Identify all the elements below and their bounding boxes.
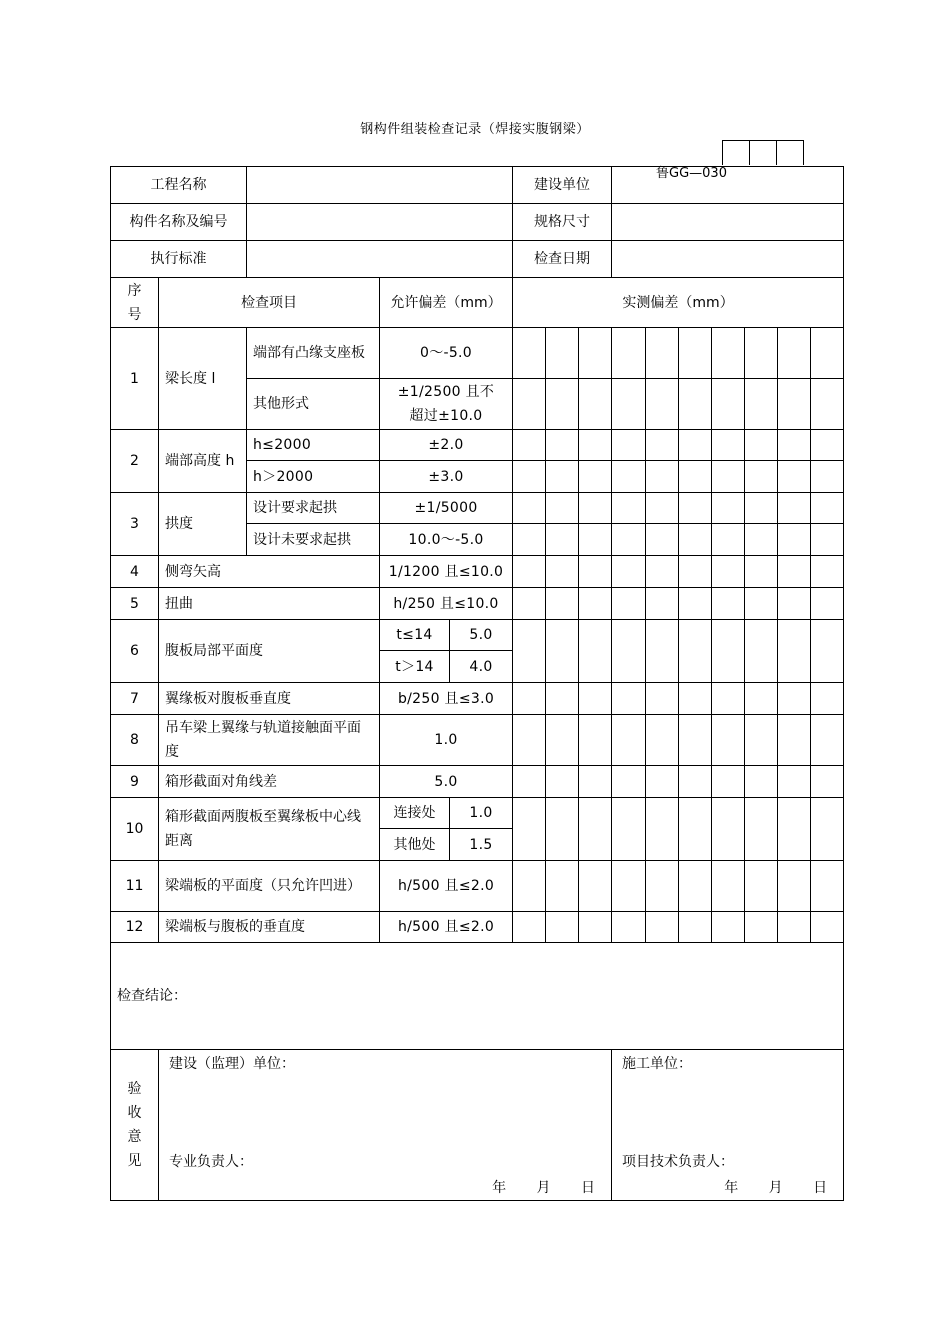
sub-item: 设计未要求起拱 [247,524,380,556]
measure-cell[interactable] [811,430,844,461]
row-number: 1 [111,328,159,430]
measure-cell[interactable] [745,620,778,683]
row-number: 3 [111,493,159,556]
tolerance-value: h/500 且≤2.0 [380,912,513,943]
condition-label: t≤14 [380,620,450,651]
component-field[interactable] [247,204,513,241]
measure-cell[interactable] [646,766,679,798]
measure-cell[interactable] [579,798,612,861]
table-row [111,766,844,798]
table-row [111,328,844,379]
measure-cell[interactable] [646,328,679,379]
measure-cell[interactable] [679,493,712,524]
spec-field[interactable] [612,204,844,241]
measure-cell[interactable] [811,715,844,766]
measure-cell[interactable] [579,328,612,379]
measure-cell[interactable] [745,766,778,798]
item-name: 箱形截面两腹板至翼缘板中心线距离 [159,798,380,861]
measure-cell[interactable] [646,461,679,493]
measure-cell[interactable] [612,493,646,524]
measure-cell[interactable] [546,588,579,620]
measure-cell[interactable] [811,588,844,620]
measure-cell[interactable] [513,588,546,620]
measure-cell[interactable] [778,328,811,379]
measured-header: 实测偏差（mm） [513,278,844,328]
measure-cell[interactable] [712,430,745,461]
builder-label: 建设单位 [513,167,612,204]
conclusion-row [111,943,844,1050]
measure-cell[interactable] [546,493,579,524]
measure-cell[interactable] [745,461,778,493]
owner-unit-label: 建设（监理）单位： [169,1056,295,1072]
measure-cell[interactable] [679,588,712,620]
sub-item: 端部有凸缘支座板 [247,328,380,379]
measure-cell[interactable] [778,683,811,715]
row-number: 5 [111,588,159,620]
measure-cell[interactable] [546,620,579,683]
header-row-project [111,167,844,204]
measure-cell[interactable] [712,588,745,620]
measure-cell[interactable] [745,493,778,524]
measure-cell[interactable] [612,328,646,379]
measure-cell[interactable] [646,556,679,588]
measure-cell[interactable] [612,861,646,912]
measure-cell[interactable] [712,556,745,588]
item-name: 吊车梁上翼缘与轨道接触面平面度 [159,715,380,766]
header-row-standard [111,241,844,278]
measure-cell[interactable] [579,430,612,461]
measure-cell[interactable] [646,715,679,766]
builder-field[interactable] [612,167,844,204]
measure-cell[interactable] [778,556,811,588]
measure-cell[interactable] [612,798,646,861]
table-row [111,683,844,715]
measure-cell[interactable] [811,524,844,556]
spec-label: 规格尺寸 [513,204,612,241]
measure-cell[interactable] [579,861,612,912]
measure-cell[interactable] [612,379,646,430]
row-number: 7 [111,683,159,715]
owner-date: 年 月 日 [492,1180,596,1196]
measure-cell[interactable] [778,588,811,620]
conclusion-field[interactable] [111,943,844,1050]
measure-cell[interactable] [679,861,712,912]
measure-cell[interactable] [811,766,844,798]
seq-header: 序号 [111,278,159,328]
measure-cell[interactable] [712,766,745,798]
measure-cell[interactable] [712,912,745,943]
measure-cell[interactable] [513,430,546,461]
tolerance-value: 1/1200 且≤10.0 [380,556,513,588]
measure-cell[interactable] [712,620,745,683]
measure-cell[interactable] [579,620,612,683]
measure-cell[interactable] [546,766,579,798]
owner-person-label: 专业负责人： [169,1154,253,1170]
measure-cell[interactable] [778,861,811,912]
tolerance-value: ±3.0 [380,461,513,493]
measure-cell[interactable] [778,430,811,461]
item-name: 侧弯矢高 [159,556,380,588]
project-name-label: 工程名称 [111,167,247,204]
measure-cell[interactable] [513,461,546,493]
measure-cell[interactable] [811,683,844,715]
measure-cell[interactable] [679,798,712,861]
measure-cell[interactable] [811,620,844,683]
measure-cell[interactable] [579,493,612,524]
sub-item: 设计要求起拱 [247,493,380,524]
tolerance-value: ±1/5000 [380,493,513,524]
table-row [111,493,844,524]
row-number: 6 [111,620,159,683]
document-title: 钢构件组装检查记录（焊接实腹钢梁） [360,122,590,137]
contractor-unit-label: 施工单位： [622,1056,693,1072]
code-boxes [723,140,804,166]
tolerance-value: h/500 且≤2.0 [380,861,513,912]
measure-cell[interactable] [513,328,546,379]
measure-cell[interactable] [646,493,679,524]
measure-cell[interactable] [745,715,778,766]
table-row [111,861,844,912]
measure-cell[interactable] [778,798,811,861]
sub-item: 其他形式 [247,379,380,430]
tolerance-value: h/250 且≤10.0 [380,588,513,620]
table-row [111,912,844,943]
measure-cell[interactable] [778,912,811,943]
tolerance-header: 允许偏差（mm） [380,278,513,328]
condition-label: 其他处 [380,829,450,861]
item-name: 梁端板与腹板的垂直度 [159,912,380,943]
measure-cell[interactable] [778,461,811,493]
measure-cell[interactable] [579,556,612,588]
measure-cell[interactable] [679,328,712,379]
sub-item: h≤2000 [247,430,380,461]
measure-cell[interactable] [546,524,579,556]
measure-cell[interactable] [679,683,712,715]
row-number: 10 [111,798,159,861]
condition-label: t＞14 [380,651,450,683]
measure-cell[interactable] [646,798,679,861]
tolerance-value: 1.0 [380,715,513,766]
measure-cell[interactable] [646,861,679,912]
measure-cell[interactable] [679,461,712,493]
measure-cell[interactable] [546,379,579,430]
item-name: 腹板局部平面度 [159,620,380,683]
measure-cell[interactable] [811,912,844,943]
measure-cell[interactable] [513,912,546,943]
measure-cell[interactable] [612,620,646,683]
measure-cell[interactable] [513,715,546,766]
measure-cell[interactable] [579,715,612,766]
tolerance-value: b/250 且≤3.0 [380,683,513,715]
tolerance-value: 1.5 [450,829,513,861]
measure-cell[interactable] [712,493,745,524]
measure-cell[interactable] [811,861,844,912]
tolerance-value: 5.0 [380,766,513,798]
measure-cell[interactable] [745,683,778,715]
measure-cell[interactable] [612,430,646,461]
measure-cell[interactable] [712,379,745,430]
measure-cell[interactable] [513,798,546,861]
measure-cell[interactable] [811,556,844,588]
table-row [111,430,844,461]
tolerance-value: 1.0 [450,798,513,829]
header-row-component [111,204,844,241]
measure-cell[interactable] [745,861,778,912]
measure-cell[interactable] [579,683,612,715]
measure-cell[interactable] [778,766,811,798]
row-number: 4 [111,556,159,588]
measure-cell[interactable] [513,379,546,430]
table-row [111,620,844,651]
item-name: 扭曲 [159,588,380,620]
measure-cell[interactable] [513,493,546,524]
measure-cell[interactable] [811,798,844,861]
item-name: 梁端板的平面度（只允许凹进） [159,861,380,912]
measure-cell[interactable] [513,524,546,556]
measure-cell[interactable] [646,379,679,430]
measure-cell[interactable] [546,556,579,588]
tolerance-value: 10.0～-5.0 [380,524,513,556]
measure-cell[interactable] [579,524,612,556]
code-box[interactable] [749,140,777,165]
measure-cell[interactable] [546,430,579,461]
contractor-date: 年 月 日 [724,1180,828,1196]
project-name-field[interactable] [247,167,513,204]
measure-cell[interactable] [712,524,745,556]
acceptance-label: 验收意见 [127,1081,142,1169]
measure-cell[interactable] [546,861,579,912]
measure-cell[interactable] [811,461,844,493]
tolerance-value: 0～-5.0 [380,328,513,379]
item-name: 翼缘板对腹板垂直度 [159,683,380,715]
sub-item: h＞2000 [247,461,380,493]
tolerance-value: ±1/2500 且不超过±10.0 [380,379,513,430]
acceptance-row [111,1050,844,1201]
measure-cell[interactable] [579,461,612,493]
measure-cell[interactable] [612,556,646,588]
condition-label: 连接处 [380,798,450,829]
item-name: 拱度 [159,493,247,556]
measure-cell[interactable] [612,912,646,943]
measure-cell[interactable] [679,620,712,683]
check-date-field[interactable] [612,241,844,278]
standard-field[interactable] [247,241,513,278]
measure-cell[interactable] [646,524,679,556]
measure-cell[interactable] [546,912,579,943]
inspection-table [110,166,844,1201]
row-number: 11 [111,861,159,912]
measure-cell[interactable] [712,715,745,766]
standard-label: 执行标准 [111,241,247,278]
measure-cell[interactable] [745,328,778,379]
measure-cell[interactable] [546,683,579,715]
measure-cell[interactable] [679,379,712,430]
table-row [111,556,844,588]
check-date-label: 检查日期 [513,241,612,278]
measure-cell[interactable] [513,556,546,588]
measure-cell[interactable] [646,430,679,461]
measure-cell[interactable] [712,861,745,912]
measure-cell[interactable] [679,715,712,766]
measure-cell[interactable] [679,912,712,943]
measure-cell[interactable] [612,766,646,798]
contractor-signature-area[interactable] [612,1050,844,1201]
measure-cell[interactable] [811,379,844,430]
measure-cell[interactable] [712,328,745,379]
row-number: 8 [111,715,159,766]
measure-cell[interactable] [546,461,579,493]
measure-cell[interactable] [745,588,778,620]
measure-cell[interactable] [745,798,778,861]
measure-cell[interactable] [612,715,646,766]
measure-cell[interactable] [513,620,546,683]
tolerance-value: 5.0 [450,620,513,651]
measure-cell[interactable] [513,683,546,715]
measure-cell[interactable] [745,912,778,943]
column-header-row [111,278,844,328]
table-row [111,798,844,829]
measure-cell[interactable] [679,556,712,588]
measure-cell[interactable] [745,524,778,556]
measure-cell[interactable] [612,683,646,715]
measure-cell[interactable] [546,715,579,766]
measure-cell[interactable] [546,798,579,861]
component-label: 构件名称及编号 [111,204,247,241]
measure-cell[interactable] [579,766,612,798]
measure-cell[interactable] [811,493,844,524]
measure-cell[interactable] [778,715,811,766]
measure-cell[interactable] [646,588,679,620]
measure-cell[interactable] [612,461,646,493]
measure-cell[interactable] [646,912,679,943]
item-header: 检查项目 [159,278,380,328]
measure-cell[interactable] [646,620,679,683]
measure-cell[interactable] [513,766,546,798]
tolerance-value: 4.0 [450,651,513,683]
measure-cell[interactable] [778,493,811,524]
measure-cell[interactable] [679,766,712,798]
measure-cell[interactable] [745,556,778,588]
owner-signature-area[interactable] [159,1050,612,1201]
tolerance-value: ±2.0 [380,430,513,461]
item-name: 梁长度 l [159,328,247,430]
row-number: 12 [111,912,159,943]
measure-cell[interactable] [679,524,712,556]
measure-cell[interactable] [778,379,811,430]
measure-cell[interactable] [546,328,579,379]
row-number: 2 [111,430,159,493]
conclusion-label: 检查结论： [117,988,187,1004]
measure-cell[interactable] [778,524,811,556]
measure-cell[interactable] [579,912,612,943]
code-box[interactable] [776,140,804,165]
item-name: 端部高度 h [159,430,247,493]
form-code: 鲁GG—030 [656,166,727,181]
measure-cell[interactable] [745,430,778,461]
measure-cell[interactable] [513,861,546,912]
measure-cell[interactable] [778,620,811,683]
measure-cell[interactable] [712,461,745,493]
measure-cell[interactable] [712,683,745,715]
measure-cell[interactable] [646,683,679,715]
table-row [111,588,844,620]
measure-cell[interactable] [579,379,612,430]
measure-cell[interactable] [579,588,612,620]
measure-cell[interactable] [612,524,646,556]
measure-cell[interactable] [811,328,844,379]
table-row [111,715,844,766]
row-number: 9 [111,766,159,798]
measure-cell[interactable] [612,588,646,620]
measure-cell[interactable] [679,430,712,461]
contractor-person-label: 项目技术负责人： [622,1154,735,1170]
measure-cell[interactable] [712,798,745,861]
measure-cell[interactable] [745,379,778,430]
item-name: 箱形截面对角线差 [159,766,380,798]
